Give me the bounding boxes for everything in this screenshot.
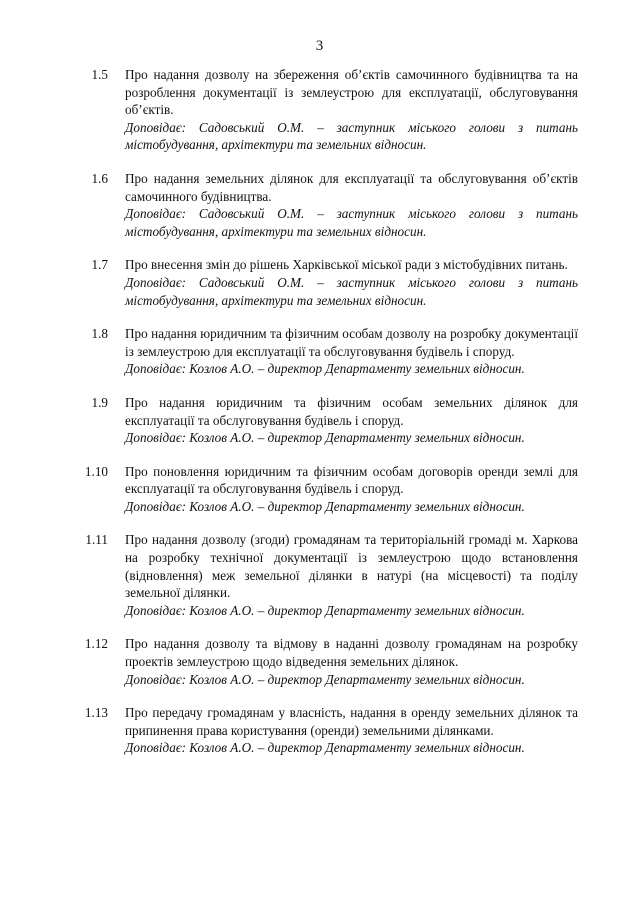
item-number: 1.8 bbox=[91, 326, 108, 342]
item-title: Про надання дозволу на збереження об’єктів самочинного будівництва та на розроблення документації із землеустрою для експлуатації, обслуговування об’єктів. bbox=[125, 67, 578, 118]
item-number: 1.7 bbox=[91, 257, 108, 273]
item-number: 1.9 bbox=[91, 394, 108, 410]
item-reporter: Доповідає: Козлов А.О. – директор Департаменту земельних відносин. bbox=[125, 498, 525, 514]
agenda-list bbox=[0, 66, 639, 773]
item-title: Про внесення змін до рішень Харківської міської ради з містобудівних питань. bbox=[125, 257, 568, 273]
agenda-item bbox=[0, 170, 639, 240]
item-number: 1.11 bbox=[85, 532, 108, 548]
agenda-item bbox=[0, 66, 639, 154]
agenda-item bbox=[0, 256, 639, 309]
item-number: 1.5 bbox=[91, 67, 108, 82]
item-title: Про передачу громадянам у власність, надання в оренду земельних ділянок та припинення права користування (оренди) земельними ділянками. bbox=[125, 705, 578, 738]
item-reporter: Доповідає: Садовський О.М. – заступник міського голови з питань містобудування, архітектури та земельних відносин. bbox=[125, 274, 578, 308]
item-reporter: Доповідає: Козлов А.О. – директор Департаменту земельних відносин. bbox=[125, 671, 525, 687]
item-reporter: Доповідає: Козлов А.О. – директор Департаменту земельних відносин. bbox=[125, 361, 525, 377]
item-number: 1.6 bbox=[91, 170, 108, 186]
item-reporter: Доповідає: Козлов А.О. – директор Департаменту земельних відносин. bbox=[125, 602, 525, 618]
item-reporter: Доповідає: Козлов А.О. – директор Департаменту земельних відносин. bbox=[125, 740, 525, 756]
item-title: Про надання дозволу (згоди) громадянам та територіальній громаді м. Харкова на розробку технічної документації із землеустрою щодо встановлення (відновлення) меж земельної ділянки в натурі (на місцевості) та поділу земельної ділянки. bbox=[125, 532, 578, 601]
item-title: Про надання юридичним та фізичним особам дозволу на розробку документації із землеустрою для експлуатації та обслуговування будівель і споруд. bbox=[125, 326, 578, 359]
page-number: 3 bbox=[315, 38, 324, 54]
agenda-item bbox=[0, 704, 639, 757]
item-reporter: Доповідає: Садовський О.М. – заступник міського голови з питань містобудування, архітектури та земельних відносин. bbox=[125, 119, 578, 153]
agenda-item bbox=[0, 325, 639, 378]
item-reporter: Доповідає: Козлов А.О. – директор Департаменту земельних відносин. bbox=[125, 430, 525, 446]
item-title: Про надання дозволу та відмову в наданні дозволу громадянам на розробку проектів землеустрою щодо відведення земельних ділянок. bbox=[125, 636, 578, 670]
item-number: 1.12 bbox=[84, 636, 108, 652]
agenda-item bbox=[0, 394, 639, 447]
item-title: Про надання земельних ділянок для експлуатації та обслуговування об’єктів самочинного будівництва. bbox=[125, 170, 578, 204]
item-title: Про надання юридичним та фізичним особам земельних ділянок для експлуатації та обслуговування будівель і споруд. bbox=[125, 394, 578, 428]
agenda-item bbox=[0, 635, 639, 688]
item-number: 1.13 bbox=[84, 705, 108, 721]
agenda-item bbox=[0, 463, 639, 516]
item-reporter: Доповідає: Садовський О.М. – заступник міського голови з питань містобудування, архітектури та земельних відносин. bbox=[125, 206, 578, 239]
agenda-item bbox=[0, 531, 639, 619]
item-title: Про поновлення юридичним та фізичним особам договорів оренди землі для експлуатації та обслуговування будівель і споруд. bbox=[125, 463, 578, 497]
item-number: 1.10 bbox=[84, 463, 108, 479]
